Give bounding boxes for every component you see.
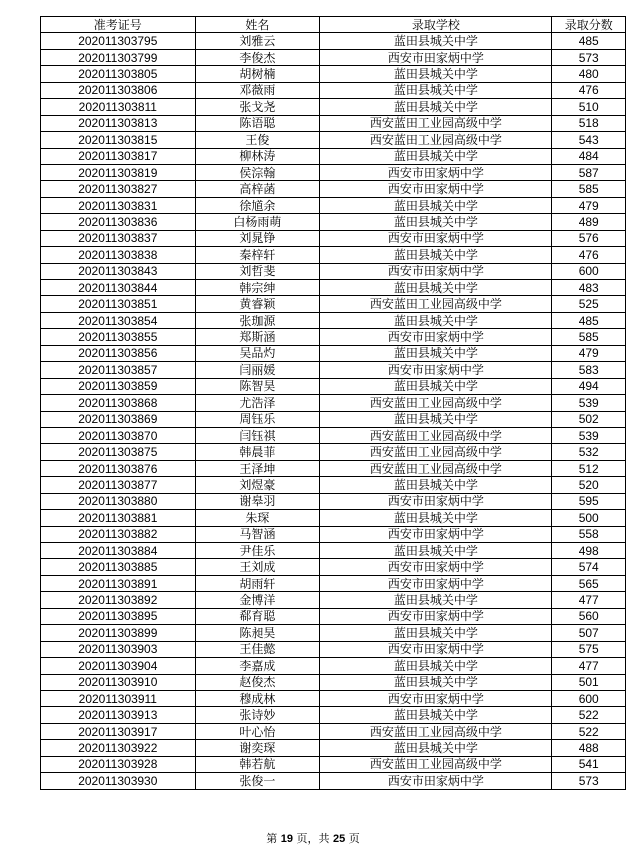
cell-name: 王俊: [195, 132, 320, 148]
cell-exam-id: 202011303917: [41, 723, 196, 739]
footer-prefix: 第: [266, 832, 278, 845]
cell-name: 柳林涛: [195, 148, 320, 164]
cell-school: 蓝田县城关中学: [320, 280, 552, 296]
cell-school: 蓝田县城关中学: [320, 345, 552, 361]
cell-name: 王佳懿: [195, 641, 320, 657]
cell-exam-id: 202011303892: [41, 592, 196, 608]
table-row: [41, 510, 626, 526]
footer-page-number: 19: [280, 833, 293, 845]
cell-score: 489: [552, 214, 626, 230]
table-row: [41, 148, 626, 164]
cell-exam-id: 202011303827: [41, 181, 196, 197]
table-row: [41, 49, 626, 65]
cell-school: 西安市田家炳中学: [320, 559, 552, 575]
cell-name: 胡雨轩: [195, 575, 320, 591]
cell-name: 陈昶昊: [195, 625, 320, 641]
cell-school: 蓝田县城关中学: [320, 33, 552, 49]
cell-exam-id: 202011303882: [41, 526, 196, 542]
cell-score: 573: [552, 773, 626, 789]
cell-school: 蓝田县城关中学: [320, 510, 552, 526]
footer-mid: 页，共: [296, 832, 330, 845]
cell-name: 白杨雨萌: [195, 214, 320, 230]
cell-score: 539: [552, 395, 626, 411]
table-row: [41, 592, 626, 608]
cell-score: 484: [552, 148, 626, 164]
cell-name: 谢奕琛: [195, 740, 320, 756]
cell-exam-id: 202011303855: [41, 329, 196, 345]
table-row: [41, 543, 626, 559]
cell-score: 522: [552, 723, 626, 739]
cell-name: 黄睿颖: [195, 296, 320, 312]
cell-score: 507: [552, 625, 626, 641]
cell-exam-id: 202011303859: [41, 378, 196, 394]
cell-name: 邓薇雨: [195, 82, 320, 98]
table-row: [41, 345, 626, 361]
cell-exam-id: 202011303817: [41, 148, 196, 164]
cell-score: 574: [552, 559, 626, 575]
admission-table: [40, 16, 626, 790]
cell-school: 蓝田县城关中学: [320, 66, 552, 82]
cell-school: 蓝田县城关中学: [320, 543, 552, 559]
cell-name: 马智涵: [195, 526, 320, 542]
cell-exam-id: 202011303911: [41, 690, 196, 706]
cell-name: 王泽坤: [195, 460, 320, 476]
table-row: [41, 247, 626, 263]
cell-score: 539: [552, 427, 626, 443]
cell-school: 西安市田家炳中学: [320, 329, 552, 345]
cell-score: 512: [552, 460, 626, 476]
table-row: [41, 674, 626, 690]
cell-exam-id: 202011303831: [41, 197, 196, 213]
table-row: [41, 641, 626, 657]
cell-name: 韩若航: [195, 756, 320, 772]
cell-exam-id: 202011303813: [41, 115, 196, 131]
cell-score: 600: [552, 263, 626, 279]
cell-name: 李俊杰: [195, 49, 320, 65]
cell-school: 蓝田县城关中学: [320, 82, 552, 98]
cell-exam-id: 202011303910: [41, 674, 196, 690]
cell-name: 叶心怡: [195, 723, 320, 739]
cell-exam-id: 202011303838: [41, 247, 196, 263]
cell-name: 尹佳乐: [195, 543, 320, 559]
cell-exam-id: 202011303799: [41, 49, 196, 65]
header-school: 录取学校: [320, 17, 552, 33]
cell-exam-id: 202011303922: [41, 740, 196, 756]
table-row: [41, 690, 626, 706]
cell-score: 488: [552, 740, 626, 756]
table-row: [41, 296, 626, 312]
cell-school: 蓝田县城关中学: [320, 148, 552, 164]
cell-name: 张俊一: [195, 773, 320, 789]
cell-score: 518: [552, 115, 626, 131]
table-row: [41, 773, 626, 789]
cell-exam-id: 202011303877: [41, 477, 196, 493]
cell-score: 479: [552, 345, 626, 361]
cell-exam-id: 202011303870: [41, 427, 196, 443]
cell-name: 胡树楠: [195, 66, 320, 82]
cell-school: 西安市田家炳中学: [320, 164, 552, 180]
footer-total-pages: 25: [333, 833, 346, 845]
table-row: [41, 33, 626, 49]
cell-name: 秦梓轩: [195, 247, 320, 263]
table-row: [41, 280, 626, 296]
table-row: [41, 164, 626, 180]
cell-exam-id: 202011303795: [41, 33, 196, 49]
cell-exam-id: 202011303913: [41, 707, 196, 723]
cell-exam-id: 202011303895: [41, 608, 196, 624]
header-exam-id: 准考证号: [41, 17, 196, 33]
cell-score: 498: [552, 543, 626, 559]
table-row: [41, 329, 626, 345]
cell-name: 穆成林: [195, 690, 320, 706]
cell-exam-id: 202011303876: [41, 460, 196, 476]
table-row: [41, 395, 626, 411]
cell-school: 西安蓝田工业园高级中学: [320, 427, 552, 443]
cell-name: 侯淙翰: [195, 164, 320, 180]
table-row: [41, 608, 626, 624]
cell-score: 585: [552, 181, 626, 197]
table-row: [41, 362, 626, 378]
table-body: [41, 33, 626, 789]
table-row: [41, 197, 626, 213]
table-row: [41, 378, 626, 394]
cell-school: 蓝田县城关中学: [320, 625, 552, 641]
cell-school: 西安市田家炳中学: [320, 181, 552, 197]
cell-score: 532: [552, 444, 626, 460]
cell-exam-id: 202011303844: [41, 280, 196, 296]
cell-score: 477: [552, 658, 626, 674]
cell-name: 刘煜豪: [195, 477, 320, 493]
cell-school: 蓝田县城关中学: [320, 674, 552, 690]
cell-score: 476: [552, 82, 626, 98]
cell-name: 闫钰祺: [195, 427, 320, 443]
cell-score: 479: [552, 197, 626, 213]
cell-name: 张诗妙: [195, 707, 320, 723]
cell-school: 西安市田家炳中学: [320, 690, 552, 706]
table-row: [41, 214, 626, 230]
cell-score: 576: [552, 230, 626, 246]
cell-score: 483: [552, 280, 626, 296]
table-row: [41, 132, 626, 148]
cell-name: 韩宗绅: [195, 280, 320, 296]
cell-exam-id: 202011303811: [41, 99, 196, 115]
cell-exam-id: 202011303868: [41, 395, 196, 411]
cell-name: 吴品灼: [195, 345, 320, 361]
cell-score: 510: [552, 99, 626, 115]
cell-school: 西安市田家炳中学: [320, 608, 552, 624]
cell-school: 西安蓝田工业园高级中学: [320, 756, 552, 772]
cell-school: 西安蓝田工业园高级中学: [320, 723, 552, 739]
table-row: [41, 411, 626, 427]
cell-score: 575: [552, 641, 626, 657]
cell-school: 蓝田县城关中学: [320, 740, 552, 756]
cell-exam-id: 202011303856: [41, 345, 196, 361]
cell-school: 西安蓝田工业园高级中学: [320, 296, 552, 312]
cell-name: 赵俊杰: [195, 674, 320, 690]
cell-school: 蓝田县城关中学: [320, 477, 552, 493]
table-row: [41, 312, 626, 328]
cell-score: 477: [552, 592, 626, 608]
table-row: [41, 230, 626, 246]
cell-school: 蓝田县城关中学: [320, 658, 552, 674]
cell-school: 蓝田县城关中学: [320, 247, 552, 263]
cell-exam-id: 202011303815: [41, 132, 196, 148]
header-score: 录取分数: [552, 17, 626, 33]
cell-score: 494: [552, 378, 626, 394]
footer-suffix: 页: [348, 832, 360, 845]
cell-name: 尤浩泽: [195, 395, 320, 411]
header-name: 姓名: [195, 17, 320, 33]
cell-exam-id: 202011303903: [41, 641, 196, 657]
cell-exam-id: 202011303930: [41, 773, 196, 789]
cell-exam-id: 202011303836: [41, 214, 196, 230]
cell-score: 480: [552, 66, 626, 82]
cell-school: 蓝田县城关中学: [320, 197, 552, 213]
table-row: [41, 66, 626, 82]
cell-school: 蓝田县城关中学: [320, 378, 552, 394]
table-row: [41, 658, 626, 674]
cell-score: 522: [552, 707, 626, 723]
cell-school: 西安市田家炳中学: [320, 263, 552, 279]
cell-score: 595: [552, 493, 626, 509]
cell-exam-id: 202011303891: [41, 575, 196, 591]
cell-school: 蓝田县城关中学: [320, 312, 552, 328]
cell-score: 600: [552, 690, 626, 706]
cell-exam-id: 202011303857: [41, 362, 196, 378]
page-footer: [0, 830, 626, 846]
cell-school: 蓝田县城关中学: [320, 411, 552, 427]
cell-score: 520: [552, 477, 626, 493]
cell-name: 郗育聪: [195, 608, 320, 624]
table-row: [41, 526, 626, 542]
cell-score: 500: [552, 510, 626, 526]
cell-school: 西安蓝田工业园高级中学: [320, 444, 552, 460]
cell-name: 张戈尧: [195, 99, 320, 115]
cell-score: 565: [552, 575, 626, 591]
cell-exam-id: 202011303884: [41, 543, 196, 559]
cell-school: 西安市田家炳中学: [320, 773, 552, 789]
cell-school: 蓝田县城关中学: [320, 214, 552, 230]
cell-name: 刘雅云: [195, 33, 320, 49]
cell-exam-id: 202011303854: [41, 312, 196, 328]
cell-score: 587: [552, 164, 626, 180]
table-row: [41, 740, 626, 756]
table-row: [41, 756, 626, 772]
table-row: [41, 707, 626, 723]
cell-exam-id: 202011303851: [41, 296, 196, 312]
cell-name: 金博洋: [195, 592, 320, 608]
table-row: [41, 723, 626, 739]
cell-name: 高梓菡: [195, 181, 320, 197]
cell-school: 西安市田家炳中学: [320, 526, 552, 542]
cell-exam-id: 202011303869: [41, 411, 196, 427]
table-row: [41, 460, 626, 476]
cell-score: 501: [552, 674, 626, 690]
cell-name: 王刘成: [195, 559, 320, 575]
cell-school: 西安市田家炳中学: [320, 362, 552, 378]
cell-school: 西安蓝田工业园高级中学: [320, 115, 552, 131]
cell-name: 刘哲斐: [195, 263, 320, 279]
cell-score: 543: [552, 132, 626, 148]
table-row: [41, 625, 626, 641]
cell-name: 陈语聪: [195, 115, 320, 131]
table-row: [41, 263, 626, 279]
cell-exam-id: 202011303806: [41, 82, 196, 98]
table-header-row: [41, 17, 626, 33]
table-row: [41, 477, 626, 493]
cell-score: 583: [552, 362, 626, 378]
cell-exam-id: 202011303880: [41, 493, 196, 509]
cell-name: 张珈源: [195, 312, 320, 328]
cell-name: 陈智昊: [195, 378, 320, 394]
table-row: [41, 575, 626, 591]
cell-score: 560: [552, 608, 626, 624]
cell-score: 541: [552, 756, 626, 772]
cell-score: 573: [552, 49, 626, 65]
table-row: [41, 82, 626, 98]
cell-school: 西安市田家炳中学: [320, 49, 552, 65]
cell-exam-id: 202011303837: [41, 230, 196, 246]
cell-name: 韩晨菲: [195, 444, 320, 460]
cell-exam-id: 202011303928: [41, 756, 196, 772]
cell-exam-id: 202011303875: [41, 444, 196, 460]
table-row: [41, 493, 626, 509]
cell-score: 525: [552, 296, 626, 312]
cell-name: 李嘉成: [195, 658, 320, 674]
cell-score: 485: [552, 33, 626, 49]
table-row: [41, 444, 626, 460]
table-row: [41, 427, 626, 443]
table-row: [41, 99, 626, 115]
cell-score: 485: [552, 312, 626, 328]
cell-name: 谢皋羽: [195, 493, 320, 509]
table-row: [41, 559, 626, 575]
table-row: [41, 181, 626, 197]
cell-school: 西安蓝田工业园高级中学: [320, 395, 552, 411]
cell-score: 502: [552, 411, 626, 427]
cell-exam-id: 202011303899: [41, 625, 196, 641]
cell-school: 西安蓝田工业园高级中学: [320, 132, 552, 148]
cell-school: 西安蓝田工业园高级中学: [320, 460, 552, 476]
cell-exam-id: 202011303819: [41, 164, 196, 180]
cell-exam-id: 202011303881: [41, 510, 196, 526]
cell-exam-id: 202011303885: [41, 559, 196, 575]
cell-score: 476: [552, 247, 626, 263]
table-row: [41, 115, 626, 131]
cell-name: 周钰乐: [195, 411, 320, 427]
cell-school: 蓝田县城关中学: [320, 592, 552, 608]
cell-score: 585: [552, 329, 626, 345]
cell-exam-id: 202011303843: [41, 263, 196, 279]
cell-name: 闫丽媛: [195, 362, 320, 378]
cell-school: 蓝田县城关中学: [320, 707, 552, 723]
cell-name: 郑斯涵: [195, 329, 320, 345]
cell-school: 西安市田家炳中学: [320, 575, 552, 591]
cell-school: 西安市田家炳中学: [320, 493, 552, 509]
cell-name: 刘晁铮: [195, 230, 320, 246]
cell-name: 朱琛: [195, 510, 320, 526]
cell-school: 西安市田家炳中学: [320, 230, 552, 246]
cell-school: 蓝田县城关中学: [320, 99, 552, 115]
cell-school: 西安市田家炳中学: [320, 641, 552, 657]
cell-score: 558: [552, 526, 626, 542]
cell-name: 徐馗余: [195, 197, 320, 213]
cell-exam-id: 202011303904: [41, 658, 196, 674]
cell-exam-id: 202011303805: [41, 66, 196, 82]
